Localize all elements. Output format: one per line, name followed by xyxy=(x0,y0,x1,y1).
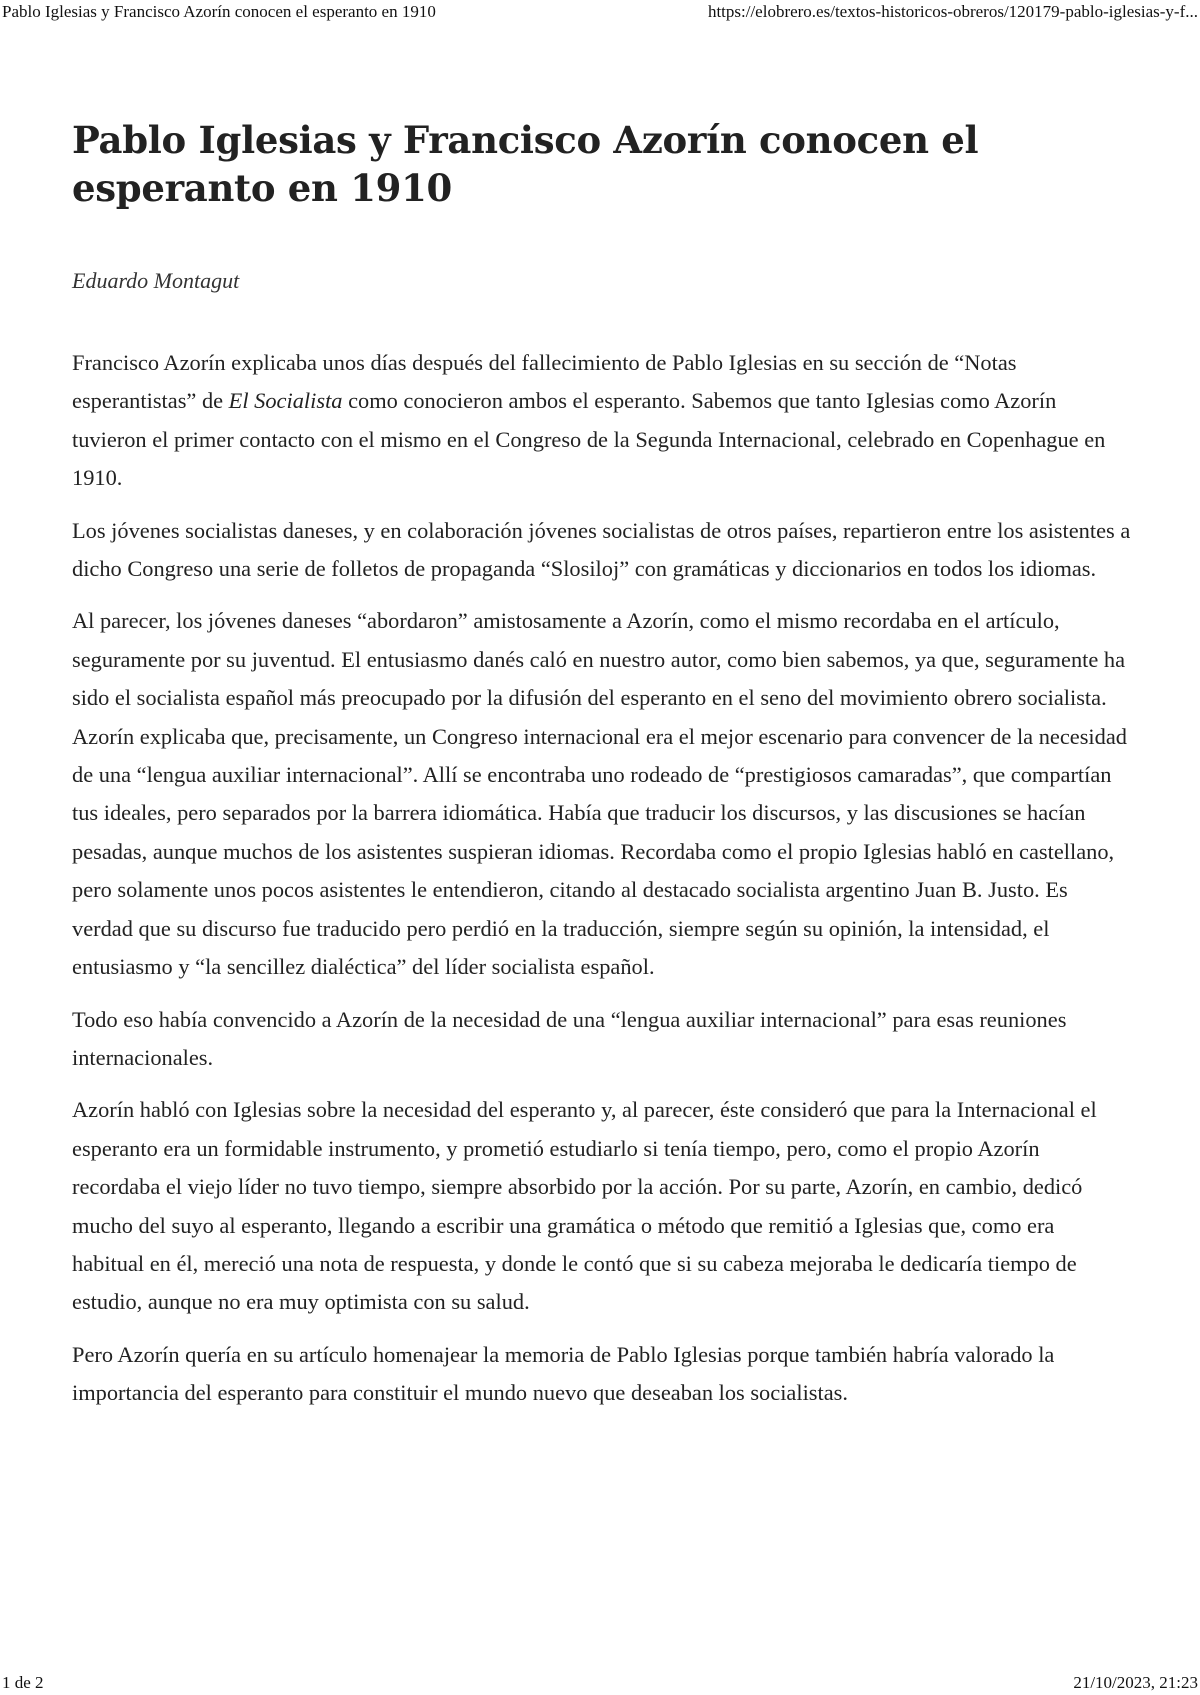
print-header-page-title: Pablo Iglesias y Francisco Azorín conocen el esperanto en 1910 xyxy=(2,2,436,21)
paragraph-5: Azorín habló con Iglesias sobre la necesidad del esperanto y, al parecer, éste consideró que para la Internacional el esperanto era un formidable instrumento, y prometió estudiarlo si tenía tiempo, pero, como el propio Azorín recordaba el viejo líder no tuvo tiempo, siempre absorbido por la acción. Por su parte, Azorín, en cambio, dedicó mucho del suyo al esperanto, llegando a escribir una gramática o método que remitió a Iglesias que, como era habitual en él, mereció una nota de respuesta, y donde le contó que si su cabeza mejoraba le dedicaría tiempo de estudio, aunque no era muy optimista con su salud. xyxy=(72,1097,1097,1315)
paragraph-3: Al parecer, los jóvenes daneses “abordaron” amistosamente a Azorín, como el mismo recordaba en el artículo, seguramente por su juventud. El entusiasmo danés caló en nuestro autor, como bien sabemos, ya que, seguramente ha sido el socialista español más preocupado por la difusión del esperanto en el seno del movimiento obrero socialista. Azorín explicaba que, precisamente, un Congreso internacional era el mejor escenario para convencer de la necesidad de una “lengua auxiliar internacional”. Allí se encontraba uno rodeado de “prestigiosos camaradas”, que compartían tus ideales, pero separados por la barrera idiomática. Había que traducir los discursos, y las discusiones se hacían pesadas, aunque muchos de los asistentes suspieran idiomas. Recordaba como el propio Iglesias habló en castellano, pero solamente unos pocos asistentes le entendieron, citando al destacado socialista argentino Juan B. Justo. Es verdad que su discurso fue traducido pero perdió en la traducción, siempre según su opinión, la intensidad, el entusiasmo y “la sencillez dialéctica” del líder socialista español. xyxy=(72,608,1127,980)
print-footer xyxy=(0,1669,1200,1695)
paragraph-6: Pero Azorín quería en su artículo homenajear la memoria de Pablo Iglesias porque también habría valorado la importancia del esperanto para constituir el mundo nuevo que deseaban los socialistas. xyxy=(72,1341,1055,1406)
newspaper-name: El Socialista xyxy=(228,388,343,414)
paragraph-4: Todo eso había convencido a Azorín de la necesidad de una “lengua auxiliar internacional” para esas reuniones internacionales. xyxy=(72,1006,1067,1070)
paragraph-2: Los jóvenes socialistas daneses, y en colaboración jóvenes socialistas de otros países, repartieron entre los asistentes a dicho Congreso una serie de folletos de propaganda “Slosiloj” con gramáticas y diccionarios en todos los idiomas. xyxy=(72,517,1131,582)
paragraph-1 xyxy=(72,344,1132,498)
paragraph-1-text-end: como conocieron ambos el esperanto. Sabemos que tanto Iglesias como Azorín tuvieron el primer contacto con el mismo en el Congreso de la Segunda Internacional, celebrado en Copenhague en 1910. xyxy=(72,388,1106,491)
print-header xyxy=(0,0,1200,26)
paragraph-1-text-start: Francisco Azorín explicaba unos días después del fallecimiento de Pablo Iglesias en su sección de “Notas esperantistas” de xyxy=(72,350,1017,414)
article xyxy=(72,116,1132,1427)
print-header-url: https://elobrero.es/textos-historicos-obreros/120179-pablo-iglesias-y-f... xyxy=(707,2,1198,21)
article-title: Pablo Iglesias y Francisco Azorín conocen el esperanto en 1910 xyxy=(72,118,979,210)
print-footer-datetime: 21/10/2023, 21:23 xyxy=(1073,1673,1198,1692)
article-body xyxy=(72,344,1132,1413)
article-author: Eduardo Montagut xyxy=(72,268,240,293)
print-footer-page-number: 1 de 2 xyxy=(2,1673,44,1692)
